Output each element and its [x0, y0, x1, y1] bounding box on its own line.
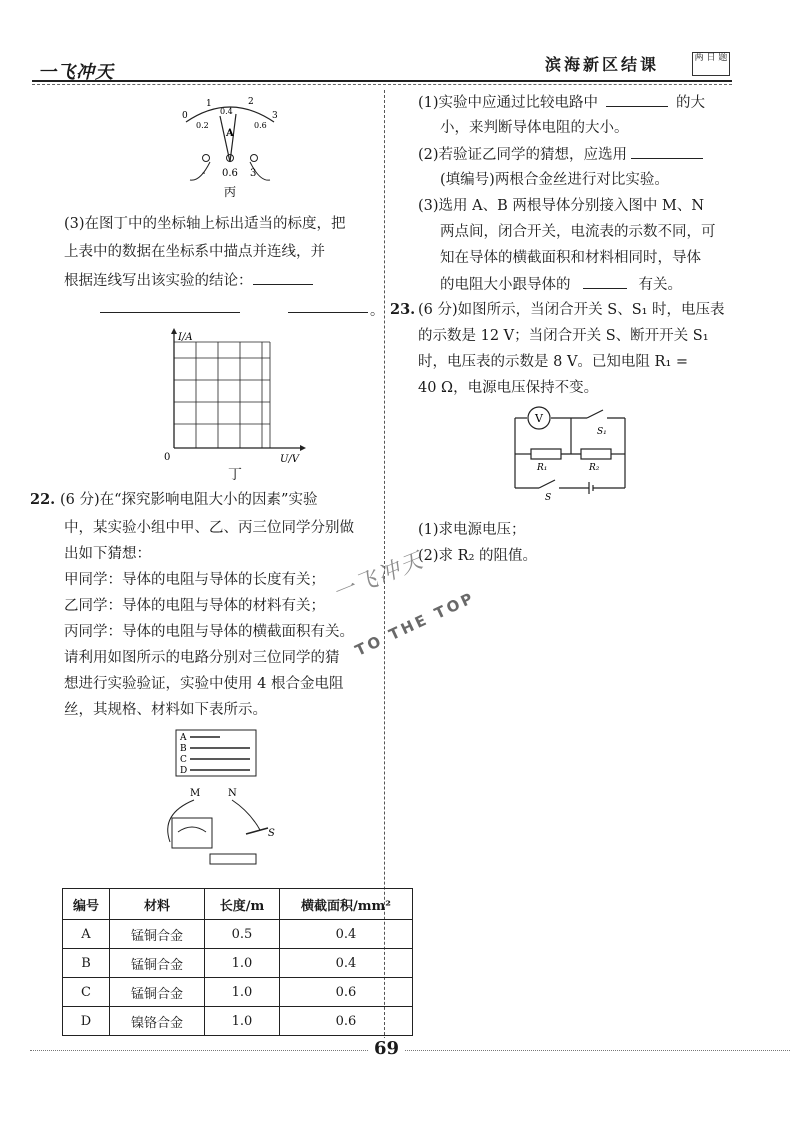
q22-part-1-line-1: (1)实验中应通过比较电路中 的大: [418, 90, 705, 115]
footer-rule: [30, 1050, 790, 1051]
table-cell: 镍铬合金: [110, 1007, 205, 1036]
q23-sub-2: (2)求 R₂ 的阻值。: [418, 548, 537, 564]
q22-part-3-line-1: (3)选用 A、B 两根导体分别接入图中 M、N: [418, 198, 705, 214]
table-cell: 0.4: [280, 920, 413, 949]
ammeter-unit: A: [226, 128, 234, 139]
q22-line-7: 请利用如图所示的电路分别对三位同学的猜: [64, 650, 340, 666]
q23-sub-1: (1)求电源电压；: [418, 522, 526, 538]
q22-part-3-line-2: 两点间，闭合开关，电流表的示数不同，可: [440, 224, 716, 240]
label-s1: S₁: [597, 427, 607, 437]
scale-mark: 1: [206, 99, 212, 109]
header-rule: [32, 80, 732, 82]
table-cell: D: [63, 1007, 110, 1036]
terminal-neg: [203, 155, 210, 162]
terminal-label: 0.6: [222, 168, 238, 179]
switch-s: [246, 828, 268, 834]
graph-ding: [160, 328, 310, 468]
q22-line-8: 想进行实验验证，实验中使用 4 根合金电阻: [64, 676, 344, 692]
figure-caption-bing: 丙: [224, 185, 237, 199]
table-row: [63, 978, 413, 1007]
table-cell: A: [63, 920, 110, 949]
table-header: 横截面积/mm²: [280, 889, 413, 920]
watermark-script: 一飞冲天: [329, 547, 428, 607]
terminal-label: 3: [250, 168, 257, 179]
board-label: B: [180, 744, 187, 754]
clip-label: N: [228, 788, 237, 799]
q21-3-line-1: (3)在图丁中的坐标轴上标出适当的标度，把: [64, 216, 346, 232]
q23-number: 23.: [390, 301, 416, 318]
q21-3-line-2: 上表中的数据在坐标系中描点并连线，并: [64, 244, 325, 260]
table-cell: 0.6: [280, 978, 413, 1007]
q22-line-9: 丝，其规格、材料如下表所示。: [64, 702, 267, 718]
table-cell: 锰铜合金: [110, 949, 205, 978]
label-s: S: [545, 493, 552, 500]
table-cell: 1.0: [205, 949, 280, 978]
scale-mark-small: 0.6: [254, 121, 267, 130]
table-cell: 1.0: [205, 1007, 280, 1036]
table-row: [63, 920, 413, 949]
board-label: D: [180, 766, 188, 776]
scale-mark: 0: [182, 111, 188, 121]
switch-s1: [587, 410, 603, 418]
board-label: C: [180, 755, 187, 765]
period-mark: 。: [370, 303, 384, 319]
scale-mark: 2: [248, 97, 254, 107]
label-r1: R₁: [537, 463, 548, 473]
answer-blank-3[interactable]: [288, 312, 368, 313]
q22-part-3-line-4: 的电阻大小跟导体的 有关。: [440, 272, 682, 297]
table-cell: C: [63, 978, 110, 1007]
graph-xlabel: U/V: [280, 454, 300, 465]
table-cell: 0.6: [280, 1007, 413, 1036]
ammeter-box: [172, 818, 212, 848]
table-header-row: [63, 889, 413, 920]
clip-label: M: [190, 788, 201, 799]
q22-number: 22.: [30, 491, 56, 508]
ammeter-figure: [170, 92, 290, 202]
q23-line-1: (6 分)如图所示，当闭合开关 S、S₁ 时，电压表: [418, 302, 725, 318]
q23-line-4: 40 Ω，电源电压保持不变。: [418, 380, 599, 396]
battery: [210, 854, 256, 864]
circuit-diagram: [505, 404, 635, 500]
table-cell: 0.5: [205, 920, 280, 949]
q21-3-line-3: 根据连线写出该实验的结论：: [64, 268, 313, 293]
series-title: 滨海新区结课: [545, 55, 660, 74]
answer-blank[interactable]: [606, 90, 668, 107]
table-header: 材料: [110, 889, 205, 920]
q22-line-6: 丙同学：导体的电阻与导体的横截面积有关。: [64, 624, 354, 640]
table-row: [63, 949, 413, 978]
resistance-apparatus: [150, 724, 290, 874]
q22-part-2-line-2: (填编号)两根合金丝进行对比实验。: [440, 172, 669, 188]
q22-part-2-line-1: (2)若验证乙同学的猜想，应选用: [418, 142, 703, 167]
graph-grid: [174, 342, 270, 448]
resistor-r1: [531, 449, 561, 459]
answer-blank[interactable]: [583, 272, 627, 289]
board-label: A: [180, 733, 187, 743]
answer-blank[interactable]: [253, 268, 313, 285]
scale-mark-small: 0.2: [196, 121, 209, 130]
table-row: [63, 1007, 413, 1036]
q22-line-4: 甲同学：导体的电阻与导体的长度有关；: [64, 572, 325, 588]
watermark-text: TO THE TOP: [352, 588, 479, 660]
graph-ylabel: I/A: [178, 332, 193, 343]
q23-line-2: 的示数是 12 V；当闭合开关 S、断开开关 S₁: [418, 328, 709, 344]
wire-spec-table: [62, 888, 413, 1036]
q22-part-1-line-2: 小，来判断导体电阻的大小。: [440, 120, 629, 136]
table-cell: 锰铜合金: [110, 978, 205, 1007]
table-header: 长度/m: [205, 889, 280, 920]
scale-mark-small: 0.4: [220, 107, 233, 116]
terminal-label: -: [202, 168, 206, 179]
clip-label: S: [268, 828, 275, 839]
table-cell: 0.4: [280, 949, 413, 978]
q23-line-3: 时，电压表的示数是 8 V。已知电阻 R₁ =: [418, 354, 689, 370]
page-number: 69: [368, 1038, 405, 1059]
voltmeter-label: V: [535, 412, 543, 425]
brand-logo: 一飞冲天: [38, 62, 114, 83]
answer-blank[interactable]: [631, 142, 703, 159]
table-header: 编号: [63, 889, 110, 920]
header-badge: 两 日 题: [692, 52, 730, 76]
q22-line-1: (6 分)在“探究影响电阻大小的因素”实验: [60, 492, 318, 508]
table-cell: 1.0: [205, 978, 280, 1007]
table-cell: 锰铜合金: [110, 920, 205, 949]
figure-caption-ding: 丁: [228, 467, 242, 483]
q22-line-3: 出如下猜想：: [64, 546, 151, 562]
q22-part-3-line-3: 知在导体的横截面积和材料相同时，导体: [440, 250, 701, 266]
graph-origin: 0: [164, 452, 171, 463]
label-r2: R₂: [589, 463, 600, 473]
scale-mark: 3: [272, 111, 278, 121]
table-cell: B: [63, 949, 110, 978]
header-rule-dashed: [32, 84, 732, 85]
resistor-r2: [581, 449, 611, 459]
answer-blank-2[interactable]: [100, 312, 240, 313]
terminal-3: [251, 155, 258, 162]
q22-line-5: 乙同学：导体的电阻与导体的材料有关；: [64, 598, 325, 614]
q22-line-2: 中，某实验小组中甲、乙、丙三位同学分别做: [64, 520, 354, 536]
switch-s: [539, 480, 555, 488]
